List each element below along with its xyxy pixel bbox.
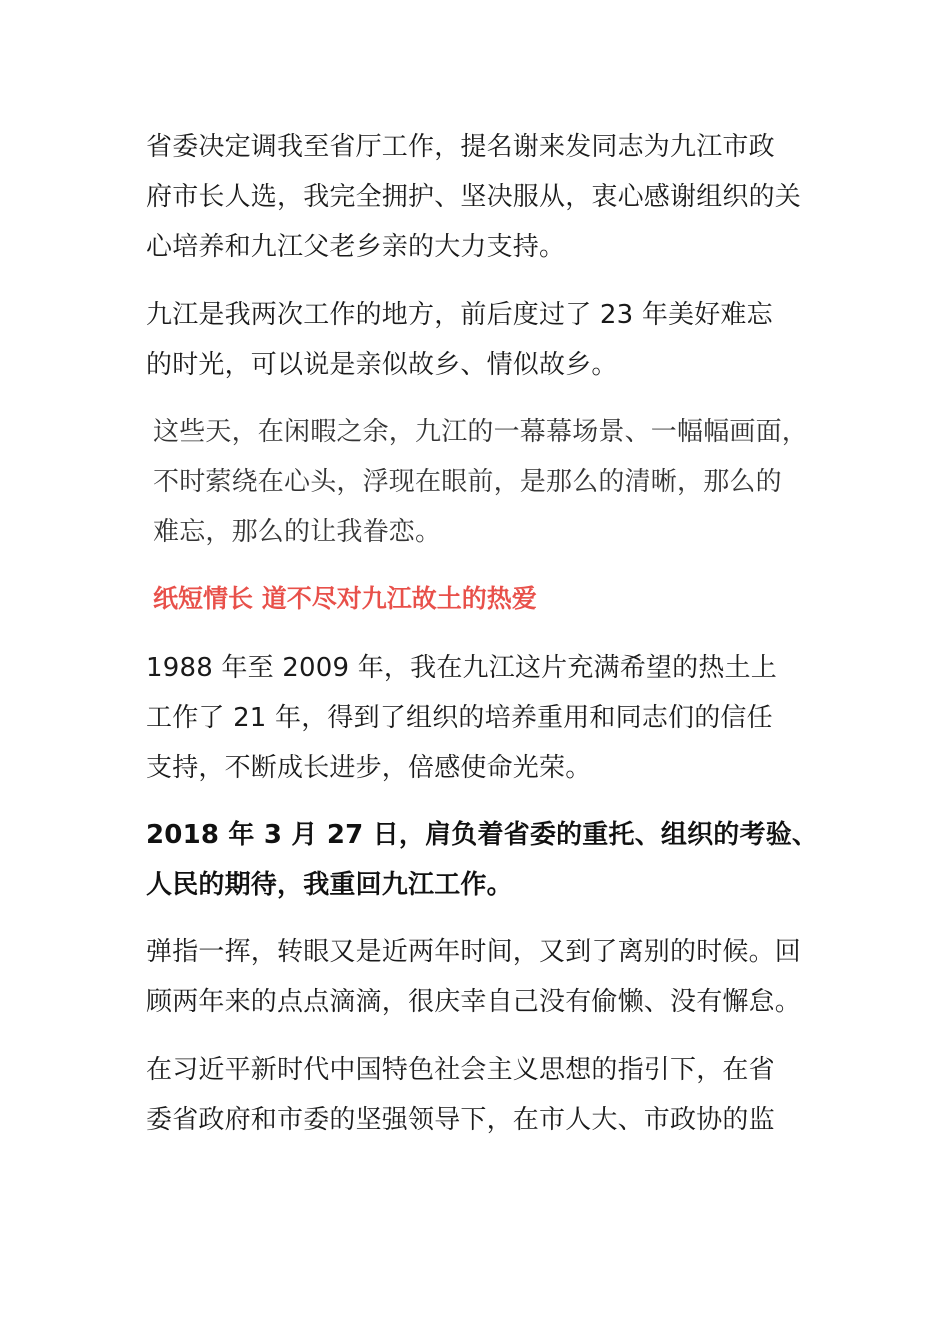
text-line: 省委决定调我至省厅工作，提名谢来发同志为九江市政 <box>146 132 775 162</box>
text-line: 府市长人选，我完全拥护、坚决服从，衷心感谢组织的关 <box>146 182 802 212</box>
paragraph-memories <box>153 407 823 557</box>
text-line: 的时光，可以说是亲似故乡、情似故乡。 <box>146 350 618 380</box>
text-line: 人民的期待，我重回九江工作。 <box>146 870 513 900</box>
text-line: 心培养和九江父老乡亲的大力支持。 <box>146 232 566 262</box>
section-heading: 纸短情长 道不尽对九江故土的热爱 <box>153 584 537 613</box>
text-line: 弹指一挥，转眼又是近两年时间，又到了离别的时候。回 <box>146 937 802 967</box>
text-line: 难忘，那么的让我眷恋。 <box>153 517 442 547</box>
text-line: 九江是我两次工作的地方，前后度过了 23 年美好难忘 <box>146 300 773 330</box>
paragraph-hometown <box>146 290 816 390</box>
text-line: 不时萦绕在心头，浮现在眼前，是那么的清晰，那么的 <box>153 467 782 497</box>
text-line: 委省政府和市委的坚强领导下，在市人大、市政协的监 <box>146 1105 775 1135</box>
paragraph-guidance <box>146 1045 816 1145</box>
paragraph-return <box>146 810 819 910</box>
text-line: 1988 年至 2009 年，我在九江这片充满希望的热土上 <box>146 653 777 683</box>
paragraph-career <box>146 643 816 793</box>
text-line: 2018 年 3 月 27 日，肩负着省委的重托、组织的考验、 <box>146 820 819 850</box>
text-line: 顾两年来的点点滴滴，很庆幸自己没有偷懒、没有懈怠。 <box>146 987 802 1017</box>
text-line: 在习近平新时代中国特色社会主义思想的指引下，在省 <box>146 1055 775 1085</box>
paragraph-appointment <box>146 122 816 272</box>
paragraph-farewell <box>146 927 816 1027</box>
text-line: 支持，不断成长进步，倍感使命光荣。 <box>146 753 592 783</box>
text-line: 工作了 21 年，得到了组织的培养重用和同志们的信任 <box>146 703 773 733</box>
text-line: 这些天，在闲暇之余，九江的一幕幕场景、一幅幅画面， <box>153 417 809 447</box>
